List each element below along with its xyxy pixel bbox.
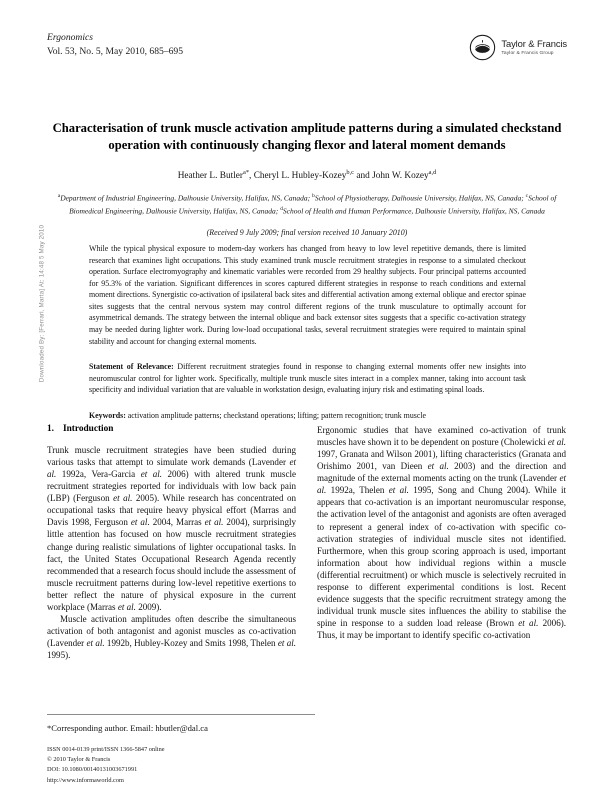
left-column [47,424,296,661]
author-affiliation-marker: a* [243,169,250,177]
affiliations [47,192,567,217]
journal-info [47,32,183,58]
affiliation-text: Department of Industrial Engineering, Dalhousie University, Halifax, NS, Canada; [60,193,313,203]
publisher-logo [469,32,567,61]
imprint-line: © 2010 Taylor & Francis [47,756,111,764]
section-title: Introduction [62,424,114,434]
right-column-body [317,424,566,641]
affiliation-text: School of Physiotherapy, Dalhousie University, Halifax, NS, Canada; [314,193,526,203]
author-name: Heather L. Butler [177,171,243,182]
affiliation-marker: a [57,193,61,200]
author-list: Heather L. Butler$^{a*}$, Cheryl L. Hubley-Kozey$^{b,c}$ and John W. Kozey$^{a,d}$ [177,169,437,182]
publisher-wordmark [501,39,567,57]
title-block [47,120,567,237]
abstract-zone [89,243,526,422]
author-affiliation-marker: a,d [428,169,437,177]
statement-of-relevance-label: Statement of Relevance: [89,362,174,372]
journal-name: Ergonomics [47,32,94,43]
author-affiliation-marker: b,c [346,169,355,177]
body-paragraph: Muscle activation amplitudes often describe the simultaneous activation of both antagonist and agonist muscles as co-activation (Lavender et al. 1992b, Hubley-Kozey and Smits 1998, Thelen et al. 1995). [47,613,297,661]
affiliation-text: School of Biomedical Engineering, Dalhousie University, Halifax, NS, Canada; [69,193,557,216]
statement-of-relevance [89,361,526,396]
section-number: 1. [47,424,54,434]
footer-divider [47,714,315,715]
article-title: Characterisation of trunk muscle activation amplitude patterns during a simulated checkstand operation with continuously changing flexor and lateral moment demands [52,121,562,153]
body-paragraph: Trunk muscle recruitment strategies have been studied during various tasks that attempt to simulate work demands (Lavender et al. 1992a, Vera-Garcia et al. 2006) with altered trunk muscle recruitment strategies reported for individuals with low back pain (LBP) (Ferguson et al. 2005). While research has concentrated on occupational tasks that require heavy physical effort (Marras and Davis 1998, Ferguson et al. 2004, Marras et al. 2004), surprisingly little attention has focused on how muscle recruitment strategies change during realistic simulations of lighter occupational tasks. In fact, the United States Occupational Research Agenda recently recommended that a research focus should include the assessment of muscle recruitment patterns during low-level repetitive exertions to better reflect the nature of physical exposure in the current workplace (Marras et al. 2009). [47,445,297,612]
page-footer [47,714,315,786]
journal-issue-line: Vol. 53, No. 5, May 2010, 685–695 [47,45,184,57]
affiliation-marker: c [525,193,529,200]
masthead [47,32,567,61]
affiliation-text: School of Health and Human Performance, Dalhousie University, Halifax, NS, Canada [282,206,545,216]
abstract-text: While the typical physical exposure to modern-day workers has changed from heavy to low level repetitive demands, there is limited research that examines light occupations. This study examined trunk muscle recruitment strategies in response to a simulated checkout operation. Surface electromyography and kinematic variables were recorded from 29 healthy subjects. Four principal patterns accounted for 95.3% of the variation. Significant differences in scores captured different strategies in response to reach conditions and external moment directions. Synergistic co-activation of ipsilateral back sites and differential activation among external oblique and erector spinae sites suggests that the central nervous system may control different regions of the trunk musculature to optimally account for asymmetrical demands. The strategy between the internal oblique and back extensor sites suggests that a specific co-activation strategy may be needed during lighter work. During low-load occupational tasks, several recruitment strategies were required to maintain spinal stability and account for changing external moments. [89,244,526,346]
taylor-francis-globe-icon [469,34,496,61]
affiliation-marker: d [280,205,283,212]
keywords-label: Keywords: [89,410,126,420]
imprint-line: DOI: 10.1080/00140131003671991 [47,766,138,774]
received-dates: (Received 9 July 2009; final version received 10 January 2010) [206,228,408,238]
author-name: John W. Kozey [372,171,429,182]
keywords [89,410,526,422]
left-column-body [47,444,296,661]
author-name: Cheryl L. Hubley-Kozey [253,171,347,182]
body-columns [47,424,567,661]
publisher-subtitle: Taylor & Francis Group [501,50,554,56]
imprint-line: http://www.informaworld.com [47,776,124,784]
statement-of-relevance-text: Different recruitment strategies found in response to changing external moments offer new insights into neuromuscular control for lighter work. Specifically, multiple trunk muscle sites interact in a complex manner, taking into account task specificity and individual variation that are valuable in workstation design, evaluating injury risk and estimating spinal loads. [89,362,527,395]
keywords-text: activation amplitude patterns; checkstand operations; lifting; pattern recognition; trunk muscle [125,410,427,420]
section-heading-introduction [47,424,296,434]
right-column [317,424,566,661]
corresponding-author-note: *Corresponding author. Email: hbutler@dal.ca [47,723,208,733]
imprint-line: ISSN 0014-0139 print/ISSN 1366-5847 online [47,746,165,753]
affiliation-marker: b [312,193,315,200]
body-paragraph: Ergonomic studies that have examined co-activation of trunk muscles have shown it to be dependent on posture (Cholewicki et al. 1997, Granata and Wilson 2001), lifting characteristics (Granata and Orishimo 2001, van Dieen et al. 2003) and the direction and magnitude of the external moments acting on the trunk (Lavender et al. 1992a, Thelen et al. 1995, Song and Chung 2004). While it appears that co-activation is an important neuromuscular response, the activation level of the antagonist and agonists are often averaged to represent a general index of co-activation with specific co-activation strategies of individual muscle sites not identified. Furthermore, when this group scoring approach is used, important information about how individual regions within a muscle (differential recruitment) or which muscle is selectively recruited in response to different experimental conditions is lost. Recent evidence suggests that the specific recruitment strategy among the individual trunk muscle sites influences the ability to stabilise the spine in response to a sudden load release (Brown et al. 2006). Thus, it may be important to identify specific co-activation [317,425,566,641]
downloaded-by-watermark: Downloaded By: [Ferrari, Marta] At: 14:48 5 May 2010 [38,224,46,383]
imprint-block [47,745,315,786]
publisher-name: Taylor & Francis [501,37,567,49]
